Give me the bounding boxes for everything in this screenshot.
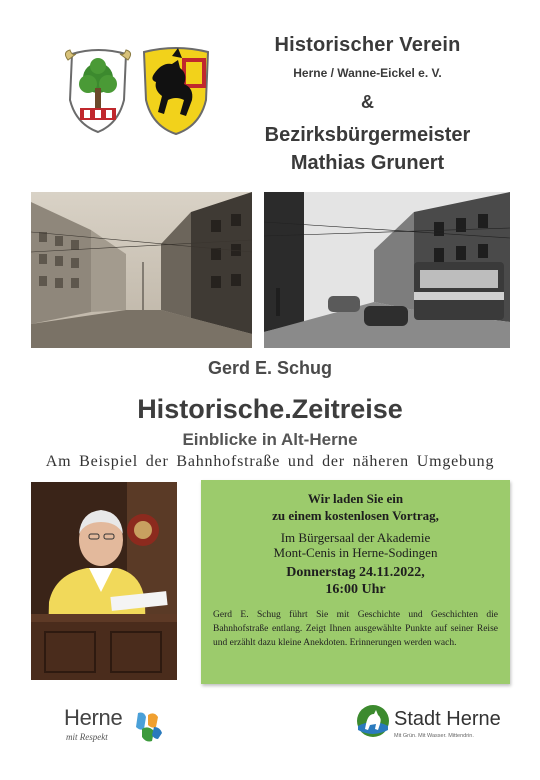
event-subtitle: Einblicke in Alt-Herne bbox=[182, 430, 358, 449]
herne-crest-icon bbox=[65, 50, 130, 132]
stadt-herne-logo bbox=[356, 704, 516, 748]
herne-logo-word: Herne bbox=[64, 705, 123, 730]
organization-subtitle: Herne / Wanne-Eickel e. V. bbox=[293, 66, 442, 80]
event-time: 16:00 Uhr bbox=[325, 582, 386, 597]
event-description: Gerd E. Schug führt Sie mit Geschichte und Geschichten die Bahnhofstraße entlang. Zeigt Ihnen ausgewählte Punkte auf seiner Reise und erzählt dazu kleine Anekdoten. Erinnerungen werden wach. bbox=[213, 610, 498, 648]
invite-line-2: zu einem kostenlosen Vortrag, bbox=[272, 508, 439, 523]
speaker-photo bbox=[31, 482, 177, 680]
herne-mit-respekt-logo bbox=[64, 705, 174, 745]
stadt-herne-tagline: Mit Grün. Mit Wasser. Mittendrin. bbox=[394, 733, 474, 739]
coat-of-arms-logos bbox=[58, 44, 218, 136]
historic-street-photo-right bbox=[264, 192, 510, 348]
location-line-1: Im Bürgersaal der Akademie bbox=[280, 530, 431, 545]
invite-line-1: Wir laden Sie ein bbox=[307, 491, 404, 506]
herne-logo-tagline: mit Respekt bbox=[66, 732, 108, 742]
hands-icon bbox=[132, 709, 164, 743]
event-date: Donnerstag 24.11.2022, bbox=[286, 565, 425, 580]
role-title: Bezirksbürgermeister bbox=[264, 124, 471, 146]
location-line-2: Mont-Cenis in Herne-Sodingen bbox=[273, 545, 438, 560]
event-tagline: Am Beispiel der Bahnhofstraße und der näheren Umgebung bbox=[45, 453, 495, 470]
stadt-herne-word: Stadt Herne bbox=[394, 708, 501, 730]
speaker-name: Gerd E. Schug bbox=[207, 358, 333, 378]
invitation-box bbox=[201, 480, 510, 684]
organization-name: Historischer Verein bbox=[274, 34, 461, 56]
wanne-eickel-crest-icon bbox=[144, 48, 208, 134]
historic-street-photo-left bbox=[31, 192, 252, 348]
event-title: Historische.Zeitreise bbox=[137, 394, 403, 424]
person-name: Mathias Grunert bbox=[290, 152, 445, 174]
horse-crest-icon bbox=[356, 704, 390, 738]
ampersand: & bbox=[361, 92, 374, 112]
